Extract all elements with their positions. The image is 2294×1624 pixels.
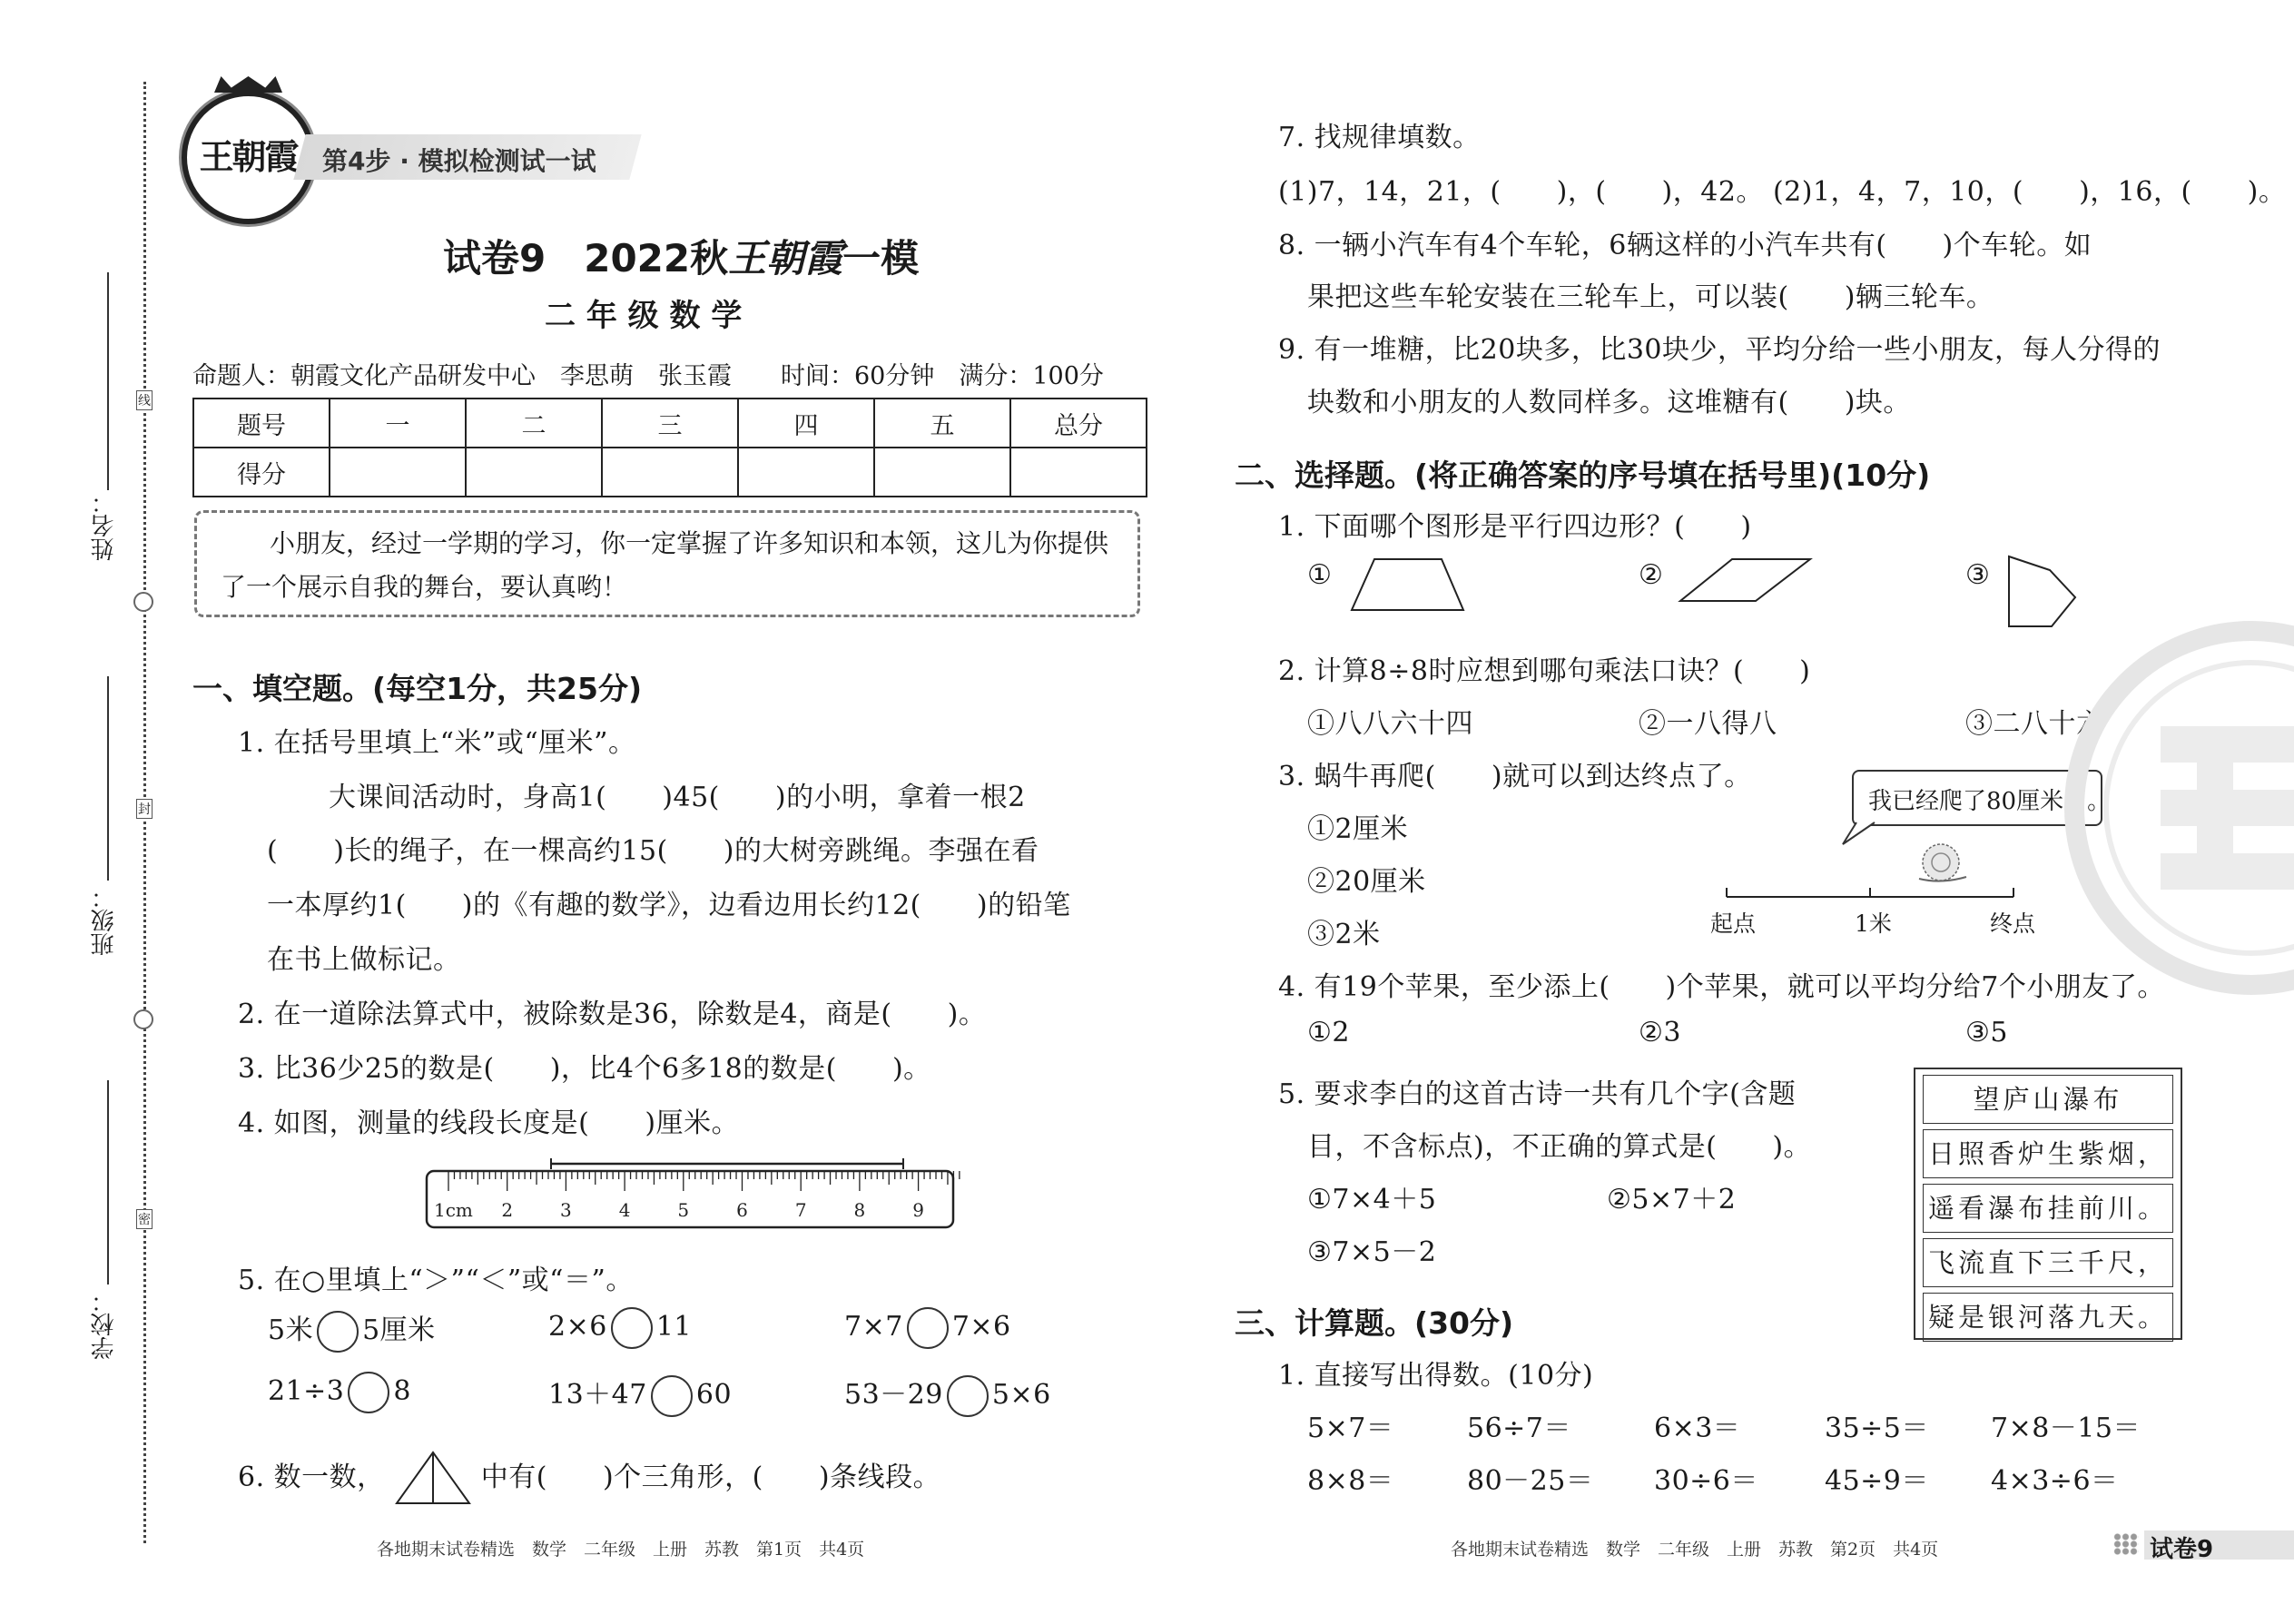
compare-item bbox=[548, 1372, 732, 1417]
footer-paper-tag: 试卷9 bbox=[2150, 1536, 2214, 1563]
ruler-label: 2 bbox=[501, 1199, 514, 1221]
score-table-cell: 四 bbox=[738, 399, 874, 448]
compare-right: 8 bbox=[393, 1375, 411, 1407]
title-brand: 王朝霞 bbox=[728, 236, 843, 281]
logo-crown-icon bbox=[214, 76, 282, 93]
s1-q4: 4. 如图，测量的线段长度是( )厘米。 bbox=[238, 1107, 740, 1139]
compare-right: 11 bbox=[655, 1311, 692, 1343]
title-suffix: 一模 bbox=[842, 236, 920, 281]
compare-item bbox=[548, 1307, 692, 1349]
compare-left: 5米 bbox=[268, 1314, 314, 1346]
calc-item: 7×8－15＝ bbox=[1991, 1412, 2141, 1444]
s2-q4-opt1: ①2 bbox=[1307, 1017, 1350, 1048]
compare-circle-input[interactable] bbox=[651, 1375, 693, 1417]
calc-item: 35÷5＝ bbox=[1825, 1412, 1929, 1444]
s1-q6-rest: 中有( )个三角形，( )条线段。 bbox=[480, 1462, 941, 1493]
ruler-label: 6 bbox=[736, 1199, 748, 1221]
score-table-cell: 总分 bbox=[1010, 399, 1147, 448]
compare-left: 53－29 bbox=[844, 1379, 943, 1411]
snail-icon bbox=[1919, 844, 1966, 881]
compare-left: 13＋47 bbox=[548, 1379, 647, 1411]
compare-item bbox=[268, 1372, 411, 1413]
s2-q5-opt1: ①7×4＋5 bbox=[1307, 1184, 1437, 1216]
s2-q5-l2: 目，不含标点)，不正确的算式是( )。 bbox=[1307, 1131, 1812, 1163]
score-table-cell: 得分 bbox=[193, 448, 330, 497]
step-banner-text: 第4步 · 模拟检测试一试 bbox=[322, 146, 596, 176]
speech-bubble-tail bbox=[1843, 822, 1875, 844]
score-cell-2[interactable] bbox=[466, 448, 602, 497]
seal-char-xian: 线 bbox=[136, 390, 153, 410]
track-mid-label: 1米 bbox=[1855, 910, 1892, 937]
speech-bubble-text: 我已经爬了80厘米了。 bbox=[1868, 788, 2112, 815]
s1-q1: 1. 在括号里填上“米”或“厘米”。 bbox=[238, 727, 636, 759]
calc-item: 45÷9＝ bbox=[1825, 1465, 1929, 1497]
s1-q2: 2. 在一道除法算式中，被除数是36，除数是4，商是( )。 bbox=[238, 999, 987, 1030]
track-end-label: 终点 bbox=[1990, 910, 2036, 937]
school-label: 学校： bbox=[91, 1289, 118, 1360]
compare-left: 7×7 bbox=[844, 1311, 903, 1343]
s2-q1-opt1: ① bbox=[1307, 559, 1333, 591]
compare-circle-input[interactable] bbox=[348, 1372, 389, 1413]
s1-q8-l1: 8. 一辆小汽车有4个车轮，6辆这样的小汽车共有( )个车轮。如 bbox=[1278, 230, 2092, 261]
s1-q1-para3: 一本厚约1( )的《有趣的数学》，边看边用长约12( )的铅笔 bbox=[267, 890, 1071, 921]
score-cell-3[interactable] bbox=[602, 448, 738, 497]
intro-line-1: 小朋友，经过一学期的学习，你一定掌握了许多知识和本领，这儿为你提供 bbox=[270, 528, 1109, 558]
subject-title: 二 年 级 数 学 bbox=[545, 298, 743, 334]
s2-q5-opt3: ③7×5－2 bbox=[1307, 1236, 1437, 1268]
score-table-header-row bbox=[193, 399, 1147, 448]
binding-circle-1 bbox=[133, 592, 153, 612]
ruler-label: 5 bbox=[677, 1199, 690, 1221]
parallelogram-shape bbox=[1678, 557, 1814, 605]
ruler-label: 1cm bbox=[434, 1199, 473, 1221]
score-table-score-row bbox=[193, 448, 1147, 497]
s2-q5-l1: 5. 要求李白的这首古诗一共有几个字(含题 bbox=[1278, 1078, 1797, 1110]
score-cell-1[interactable] bbox=[330, 448, 466, 497]
seal-char-feng: 封 bbox=[136, 799, 153, 819]
footer-left: 各地期末试卷精选 数学 二年级 上册 苏教 第1页 共4页 bbox=[377, 1540, 865, 1560]
calc-item: 30÷6＝ bbox=[1654, 1465, 1758, 1497]
s1-q9-l2: 块数和小朋友的人数同样多。这堆糖有( )块。 bbox=[1307, 387, 1911, 418]
title-main: 试卷9 2022秋 bbox=[443, 236, 729, 281]
class-label: 班级： bbox=[91, 885, 118, 956]
footer-right: 各地期末试卷精选 数学 二年级 上册 苏教 第2页 共4页 bbox=[1451, 1540, 1939, 1560]
s1-q1-para4: 在书上做标记。 bbox=[267, 944, 461, 976]
s1-q9-l1: 9. 有一堆糖，比20块多，比30块少，平均分给一些小朋友，每人分得的 bbox=[1278, 334, 2161, 366]
compare-right: 5厘米 bbox=[362, 1314, 436, 1346]
school-underline bbox=[107, 1080, 109, 1284]
calc-item: 80－25＝ bbox=[1467, 1465, 1594, 1497]
section3-title: 三、计算题。(30分) bbox=[1235, 1305, 1514, 1341]
s2-q1-opt3: ③ bbox=[1965, 559, 1991, 591]
exam-meta: 命题人：朝霞文化产品研发中心 李思萌 张玉霞 时间：60分钟 满分：100分 bbox=[192, 362, 1104, 390]
trapezoid-shape bbox=[1349, 557, 1467, 614]
compare-circle-input[interactable] bbox=[317, 1311, 359, 1353]
s2-q3-opt2: ②20厘米 bbox=[1307, 866, 1426, 898]
s3-q1: 1. 直接写出得数。(10分) bbox=[1278, 1360, 1594, 1392]
ruler-label: 4 bbox=[618, 1199, 631, 1221]
s1-q7: 7. 找规律填数。 bbox=[1278, 122, 1481, 153]
poem-line: 日照香炉生紫烟， bbox=[1923, 1129, 2173, 1178]
s2-q4-opt2: ②3 bbox=[1639, 1017, 1681, 1048]
footer-dots-icon bbox=[2113, 1533, 2139, 1555]
compare-right: 5×6 bbox=[991, 1379, 1051, 1411]
poem-line: 遥看瀑布挂前川。 bbox=[1923, 1184, 2173, 1233]
compare-item bbox=[268, 1307, 436, 1353]
calc-item: 4×3÷6＝ bbox=[1991, 1465, 2119, 1497]
compare-left: 21÷3 bbox=[268, 1375, 345, 1407]
calc-item: 56÷7＝ bbox=[1467, 1412, 1571, 1444]
seal-char-mi: 密 bbox=[136, 1209, 153, 1229]
ruler-label: 8 bbox=[853, 1199, 866, 1221]
score-cell-total[interactable] bbox=[1010, 448, 1147, 497]
s2-q2-opt2: ②一八得八 bbox=[1639, 708, 1777, 740]
score-table-cell: 三 bbox=[602, 399, 738, 448]
s2-q1: 1. 下面哪个图形是平行四边形？( ) bbox=[1278, 511, 1752, 543]
page-title bbox=[443, 229, 919, 283]
s2-q2-opt1: ①八八六十四 bbox=[1307, 708, 1473, 740]
s2-q4: 4. 有19个苹果，至少添上( )个苹果，就可以平均分给7个小朋友了。 bbox=[1278, 971, 2165, 1003]
ruler-label: 3 bbox=[560, 1199, 572, 1221]
poem-title: 望庐山瀑布 bbox=[1923, 1075, 2173, 1124]
calc-item: 8×8＝ bbox=[1307, 1465, 1394, 1497]
compare-circle-input[interactable] bbox=[611, 1307, 653, 1349]
logo-name: 王朝霞 bbox=[199, 136, 298, 177]
s1-q7-items: (1)7，14，21，( )，( )，42。 (2)1，4，7，10，( )，16，( )。 bbox=[1278, 176, 2287, 208]
compare-circle-input[interactable] bbox=[907, 1307, 949, 1349]
section1-title: 一、填空题。(每空1分，共25分) bbox=[192, 671, 643, 706]
compare-right: 7×6 bbox=[951, 1311, 1011, 1343]
compare-item bbox=[844, 1307, 1011, 1349]
s2-q5-opt2: ②5×7＋2 bbox=[1607, 1184, 1737, 1216]
class-underline bbox=[107, 676, 109, 881]
s2-q3: 3. 蜗牛再爬( )就可以到达终点了。 bbox=[1278, 761, 1752, 792]
s1-q6 bbox=[238, 1451, 940, 1507]
s1-q8-l2: 果把这些车轮安装在三轮车上，可以装( )辆三轮车。 bbox=[1307, 281, 1994, 313]
score-cell-5[interactable] bbox=[874, 448, 1010, 497]
score-table-cell: 五 bbox=[874, 399, 1010, 448]
score-table-cell: 一 bbox=[330, 399, 466, 448]
triangle-figure bbox=[394, 1451, 472, 1507]
compare-left: 2×6 bbox=[548, 1311, 607, 1343]
calc-item: 6×3＝ bbox=[1654, 1412, 1741, 1444]
s2-q3-opt1: ①2厘米 bbox=[1307, 813, 1409, 845]
s2-q4-opt3: ③5 bbox=[1965, 1017, 2008, 1048]
section2-title: 二、选择题。(将正确答案的序号填在括号里)(10分) bbox=[1235, 458, 1931, 493]
s1-q6-lead: 6. 数一数， bbox=[238, 1462, 385, 1493]
score-table-cell: 题号 bbox=[193, 399, 330, 448]
s2-q2-opt3: ③二八十六 bbox=[1965, 708, 2104, 740]
score-cell-4[interactable] bbox=[738, 448, 874, 497]
name-underline bbox=[107, 272, 109, 490]
s1-q1-para1: 大课间活动时，身高1( )45( )的小明，拿着一根2 bbox=[329, 782, 1026, 813]
binding-circle-2 bbox=[133, 1009, 153, 1029]
track-start-label: 起点 bbox=[1710, 910, 1757, 937]
intro-box bbox=[194, 510, 1140, 617]
s2-q3-opt3: ③2米 bbox=[1307, 919, 1381, 950]
poem-line: 飞流直下三千尺， bbox=[1923, 1238, 2173, 1287]
compare-item bbox=[844, 1372, 1051, 1417]
poem-box bbox=[1914, 1068, 2182, 1340]
intro-line-2: 了一个展示自我的舞台，要认真哟！ bbox=[221, 572, 628, 602]
ruler-label: 7 bbox=[794, 1199, 807, 1221]
ruler-label: 9 bbox=[912, 1199, 924, 1221]
score-table bbox=[192, 398, 1147, 497]
ruler-figure bbox=[418, 1158, 962, 1231]
score-table-cell: 二 bbox=[466, 399, 602, 448]
s2-q1-opt2: ② bbox=[1639, 559, 1664, 591]
s1-q5: 5. 在○里填上“＞”“＜”或“＝”。 bbox=[238, 1265, 634, 1296]
s1-q1-para2: ( )长的绳子，在一棵高约15( )的大树旁跳绳。李强在看 bbox=[267, 835, 1039, 867]
poem-line: 疑是银河落九天。 bbox=[1923, 1293, 2173, 1342]
s2-q2: 2. 计算8÷8时应想到哪句乘法口诀？( ) bbox=[1278, 655, 1811, 687]
compare-right: 60 bbox=[695, 1379, 733, 1411]
logo-badge bbox=[182, 91, 315, 224]
s1-q3: 3. 比36少25的数是( )，比4个6多18的数是( )。 bbox=[238, 1053, 931, 1085]
compare-circle-input[interactable] bbox=[947, 1375, 989, 1417]
confidential-watermark bbox=[2061, 617, 2294, 999]
name-label: 姓名： bbox=[91, 490, 118, 561]
calc-item: 5×7＝ bbox=[1307, 1412, 1394, 1444]
